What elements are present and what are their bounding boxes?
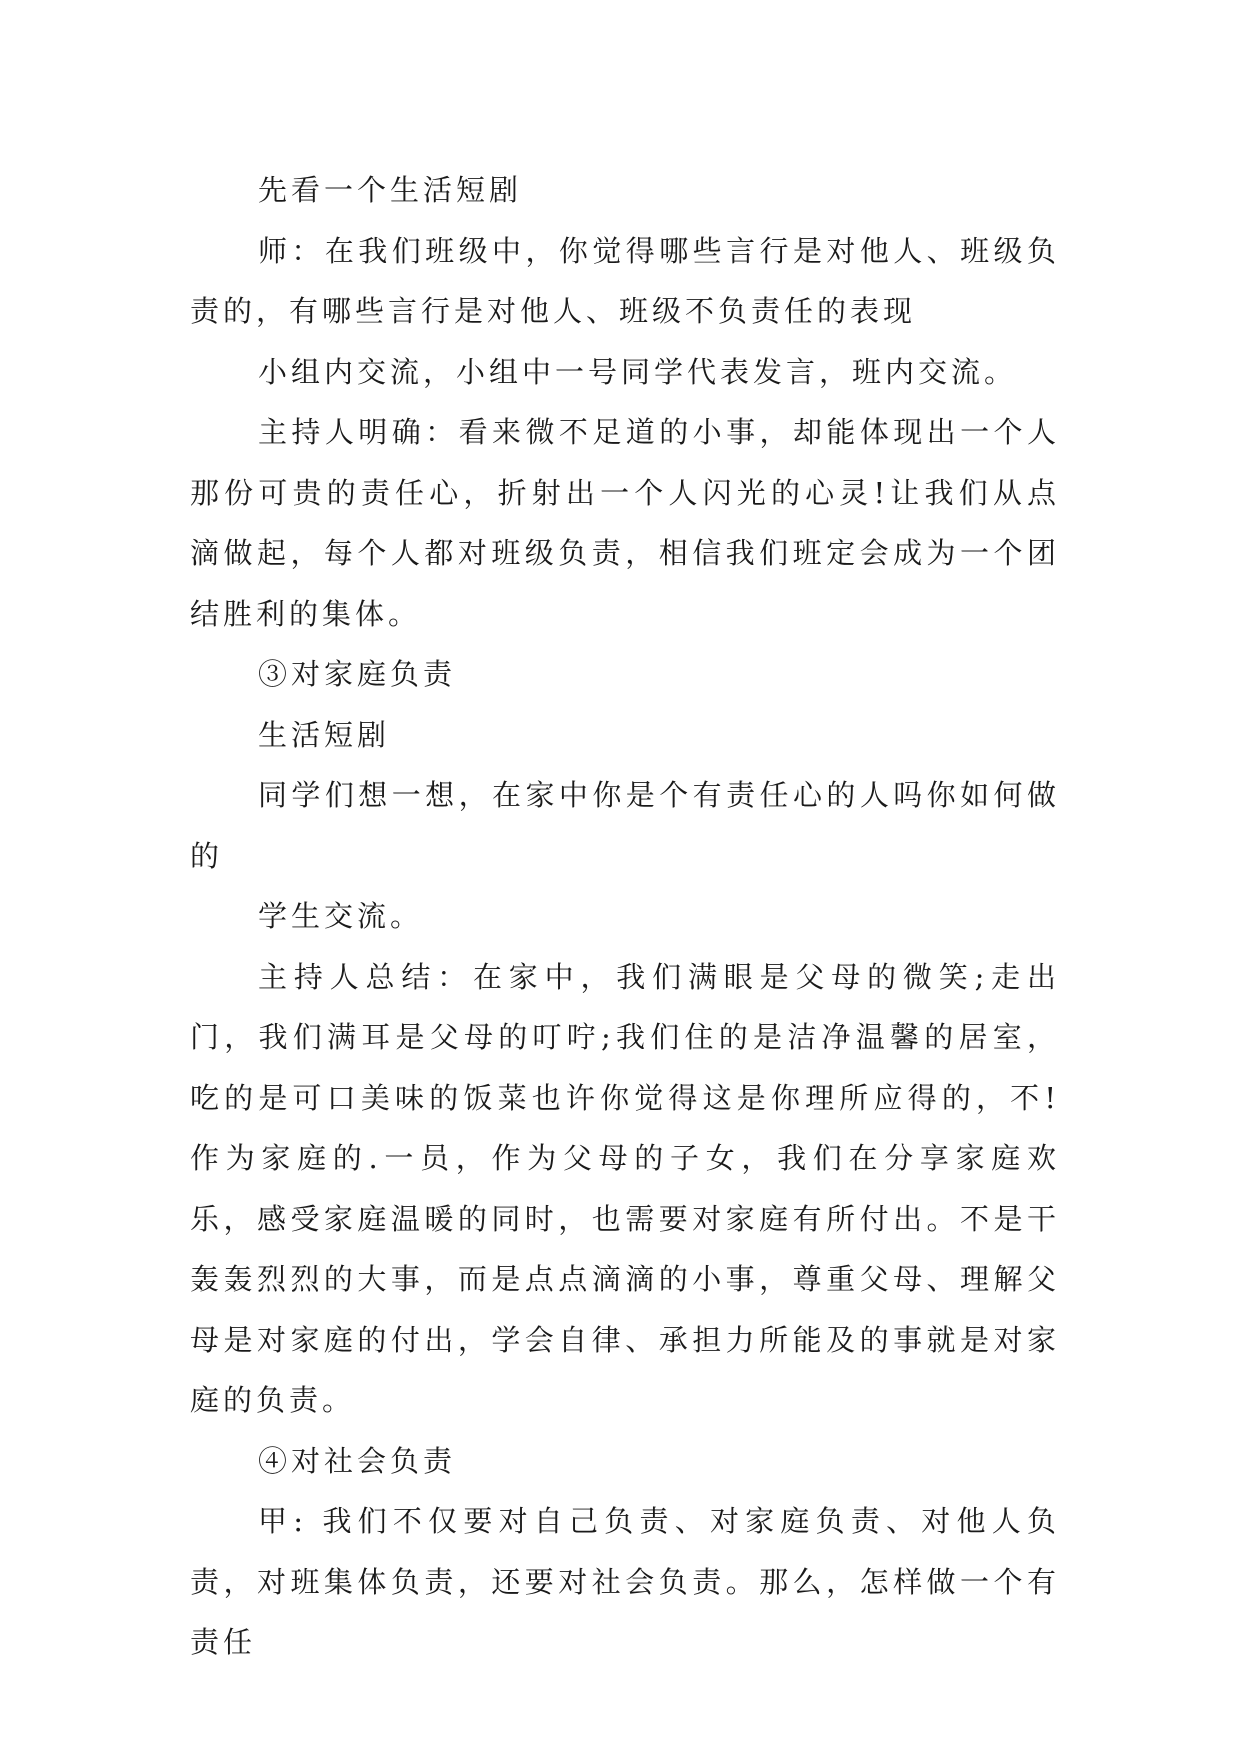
heading-society-responsibility: ④对社会负责 [258, 1443, 457, 1478]
heading-family-responsibility: ③对家庭负责 [258, 657, 457, 691]
paragraph-student-exchange: 学生交流。 [258, 899, 424, 933]
document-body [190, 160, 1060, 1673]
paragraph-speaker-a: 甲: 我们不仅要对自己负责、对家庭负责、对他人负责，对班集体负责，还要对社会负责。那么，怎样做一个有责任 [190, 1504, 1060, 1659]
paragraph-host-summary: 主持人总结：在家中，我们满眼是父母的微笑;走出门，我们满耳是父母的叮咛;我们住的是洁净温馨的居室，吃的是可口美味的饭菜也许你觉得这是你理所应得的，不!作为家庭的.一员，作为父母的子女，我们在分享家庭欢乐，感受家庭温暖的同时，也需要对家庭有所付出。不是干轰轰烈烈的大事，而是点点滴滴的小事，尊重父母、理解父母是对家庭的付出，学会自律、承担力所能及的事就是对家庭的负责。 [190, 959, 1060, 1417]
paragraph-group-discussion: 小组内交流，小组中一号同学代表发言，班内交流。 [258, 354, 1018, 389]
paragraph-watch-skit: 先看一个生活短剧 [258, 173, 523, 207]
paragraph-host-clarifies: 主持人明确：看来微不足道的小事，却能体现出一个人那份可贵的责任心，折射出一个人闪光的心灵!让我们从点滴做起，每个人都对班级负责，相信我们班定会成为一个团结胜利的集体。 [190, 415, 1060, 631]
paragraph-teacher-question: 师：在我们班级中，你觉得哪些言行是对他人、班级负责的，有哪些言行是对他人、班级不负责任的表现 [190, 233, 1060, 328]
paragraph-think-question: 同学们想一想，在家中你是个有责任心的人吗你如何做的 [190, 778, 1060, 873]
paragraph-life-skit: 生活短剧 [258, 717, 391, 752]
